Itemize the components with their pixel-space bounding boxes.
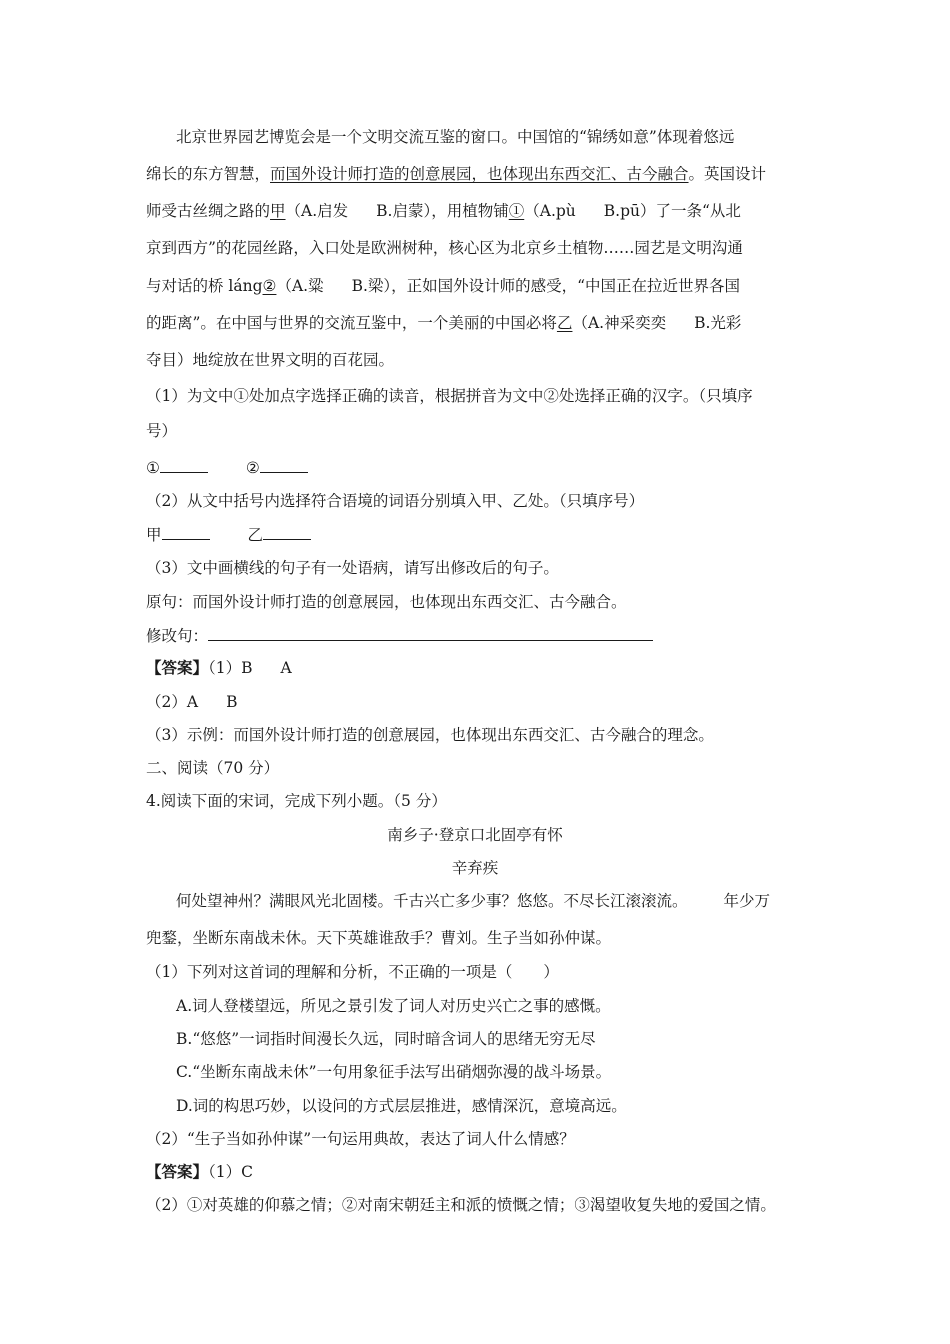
blank-marker-yi: 乙 — [556, 314, 573, 332]
answer-block-1: 【答案】（1）B A — [146, 658, 292, 677]
blank-marker-jia: 甲 — [270, 202, 286, 220]
question-4-intro: 4.阅读下面的宋词，完成下列小题。（5 分） — [146, 792, 447, 810]
question-2-blanks: 甲 乙 — [146, 524, 311, 545]
answer-blank-1[interactable] — [160, 457, 208, 473]
question-4-2: （2）“生子当如孙仲谋”一句运用典故，表达了词人什么情感？ — [146, 1130, 575, 1148]
passage-line-3: 师受古丝绸之路的甲（A.启发 B.启蒙），用植物铺①（A.pù B.pū）了一条“从北 — [146, 202, 741, 220]
question-2: （2）从文中括号内选择符合语境的词语分别填入甲、乙处。（只填序号） — [146, 492, 645, 510]
answer-blank-jia[interactable] — [162, 524, 210, 540]
poem-title: 南乡子·登京口北固亭有怀 — [387, 826, 563, 844]
passage-line-1: 北京世界园艺博览会是一个文明交流互鉴的窗口。中国馆的“锦绣如意”体现着悠远 — [176, 128, 735, 146]
question-4-1: （1）下列对这首词的理解和分析，不正确的一项是（ ） — [146, 963, 559, 981]
underlined-sentence: 而国外设计师打造的创意展园，也体现出东西交汇、古今融合 — [270, 165, 689, 183]
passage-line-5: 与对话的桥 láng②（A.粱 B.梁），正如国外设计师的感受，“中国正在拉近世界各国 — [146, 277, 741, 295]
answer-1-line-3: （3）示例：而国外设计师打造的创意展园，也体现出东西交汇、古今融合的理念。 — [146, 726, 714, 744]
passage-line-2: 绵长的东方智慧，而国外设计师打造的创意展园，也体现出东西交汇、古今融合。英国设计 — [146, 165, 767, 183]
answer-blank-2[interactable] — [260, 457, 308, 473]
passage-line-4: 京到西方”的花园丝路，入口处是欧洲树种，核心区为北京乡土植物……园艺是文明沟通 — [146, 239, 743, 257]
question-1-cont: 号） — [146, 422, 178, 440]
question-3-original: 原句：而国外设计师打造的创意展园，也体现出东西交汇、古今融合。 — [146, 593, 627, 611]
answer-tag: 【答案】 — [146, 658, 209, 677]
answer-1-line-2: （2）A B — [146, 693, 238, 711]
question-1: （1）为文中①处加点字选择正确的读音，根据拼音为文中②处选择正确的汉字。（只填序 — [146, 387, 753, 405]
option-b: B.“悠悠”一词指时间漫长久远，同时暗含词人的思绪无穷无尽 — [176, 1030, 596, 1048]
question-3: （3）文中画横线的句子有一处语病，请写出修改后的句子。 — [146, 559, 559, 577]
answer-block-2: 【答案】（1）C — [146, 1162, 253, 1181]
blank-marker-1: ① — [508, 202, 525, 220]
question-3-revision: 修改句： — [146, 625, 653, 646]
section-heading-reading: 二、阅读（70 分） — [146, 759, 280, 777]
poem-line-2: 兜鍪，坐断东南战未休。天下英雄谁敌手？曹刘。生子当如孙仲谋。 — [146, 929, 612, 947]
option-a: A.词人登楼望远，所见之景引发了词人对历史兴亡之事的感慨。 — [176, 997, 611, 1015]
question-1-blanks: ① ② — [146, 457, 308, 478]
answer-tag: 【答案】 — [146, 1162, 209, 1181]
passage-line-6: 的距离”。在中国与世界的交流互鉴中，一个美丽的中国必将乙（A.神采奕奕 B.光彩 — [146, 314, 742, 332]
passage-line-7: 夺目）地绽放在世界文明的百花园。 — [146, 351, 395, 369]
option-c: C.“坐断东南战未休”一句用象征手法写出硝烟弥漫的战斗场景。 — [176, 1063, 612, 1081]
answer-2-line-2: （2）①对英雄的仰慕之情；②对南宋朝廷主和派的愤慨之情；③渴望收复失地的爱国之情。 — [146, 1196, 776, 1214]
revision-blank[interactable] — [208, 625, 653, 641]
blank-marker-2: ② — [262, 277, 277, 295]
option-d: D.词的构思巧妙，以设问的方式层层推进，感情深沉，意境高远。 — [176, 1097, 627, 1115]
answer-blank-yi[interactable] — [263, 524, 311, 540]
poem-line-1: 何处望神州？满眼风光北固楼。千古兴亡多少事？悠悠。不尽长江滚滚流。 年少万 — [176, 892, 771, 910]
poem-author: 辛弃疾 — [451, 859, 499, 877]
